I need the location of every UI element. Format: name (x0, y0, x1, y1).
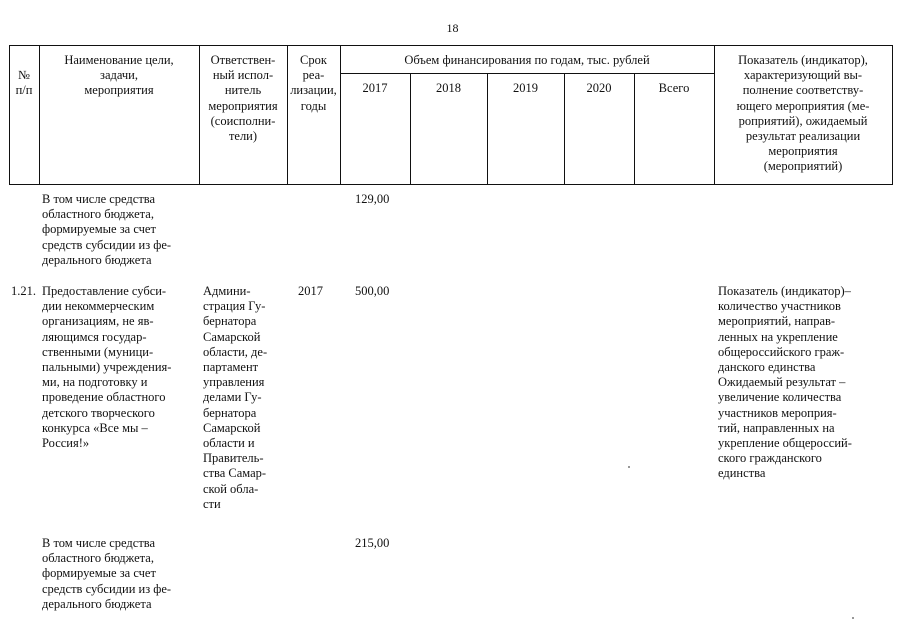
header-num: № п/п (15, 68, 33, 98)
row-value-2017: 129,00 (355, 192, 390, 206)
header-year-2020: 2020 (586, 81, 612, 95)
scan-speck (628, 466, 630, 468)
row-name: В том числе средства областного бюджета, формируемые за счет средств субсидии из фе- дерального бюджета (42, 536, 172, 611)
header-year-2018: 2018 (436, 81, 461, 95)
row-indicator: Показатель (индикатор)– количество участников мероприятий, направ- ленных на укрепление общероссийского граж- данского единства Ожидаемый результат – увеличение количества участников мероприя- тий, направленных на укрепление общероссий- ского гражданского единства (718, 284, 852, 481)
scan-speck (852, 617, 854, 619)
row-term: 2017 (298, 284, 323, 298)
header-top-border (9, 45, 893, 46)
row-name: Предоставление субси- дии некоммерческим организациям, не яв- ляющимся государ- ственными (муници- пальными) учреждения- ми, на подготовку и проведение областного детского творческого конкурса «Все мы – Россия!» (42, 284, 172, 451)
row-value-2017: 500,00 (355, 284, 390, 298)
col-line-10 (892, 45, 893, 185)
header-indicator: Показатель (индикатор), характеризующий вы- полнение соответству- ющего мероприятия (ме- роприятий), ожидаемый результат реализации мероприятия (мероприятий) (736, 53, 870, 174)
row-value-2017: 215,00 (355, 536, 390, 550)
header-total: Всего (658, 81, 690, 95)
header-year-2019: 2019 (513, 81, 538, 95)
header-funding: Объем финансирования по годам, тыс. рублей (404, 53, 650, 67)
header-name: Наименование цели, задачи, мероприятия (64, 53, 174, 98)
page-number: 18 (446, 21, 459, 35)
header-bottom-border (9, 184, 893, 185)
row-name: В том числе средства областного бюджета, формируемые за счет средств субсидии из фе- дерального бюджета (42, 192, 172, 267)
header-term: Срок реа- лизации, годы (290, 53, 337, 113)
header-year-2017: 2017 (362, 81, 388, 95)
header-responsible: Ответствен- ный испол- нитель мероприятия (соисполни- тели) (208, 53, 278, 144)
row-responsible: Админи- страция Гу- бернатора Самарской области, де- партамент управления делами Гу- бернатора Самарской области и Правитель- ства Самар- ской обла- сти (203, 284, 268, 511)
funding-divider (340, 73, 714, 74)
col-line-0 (9, 45, 10, 185)
row-num: 1.21. (11, 284, 36, 298)
